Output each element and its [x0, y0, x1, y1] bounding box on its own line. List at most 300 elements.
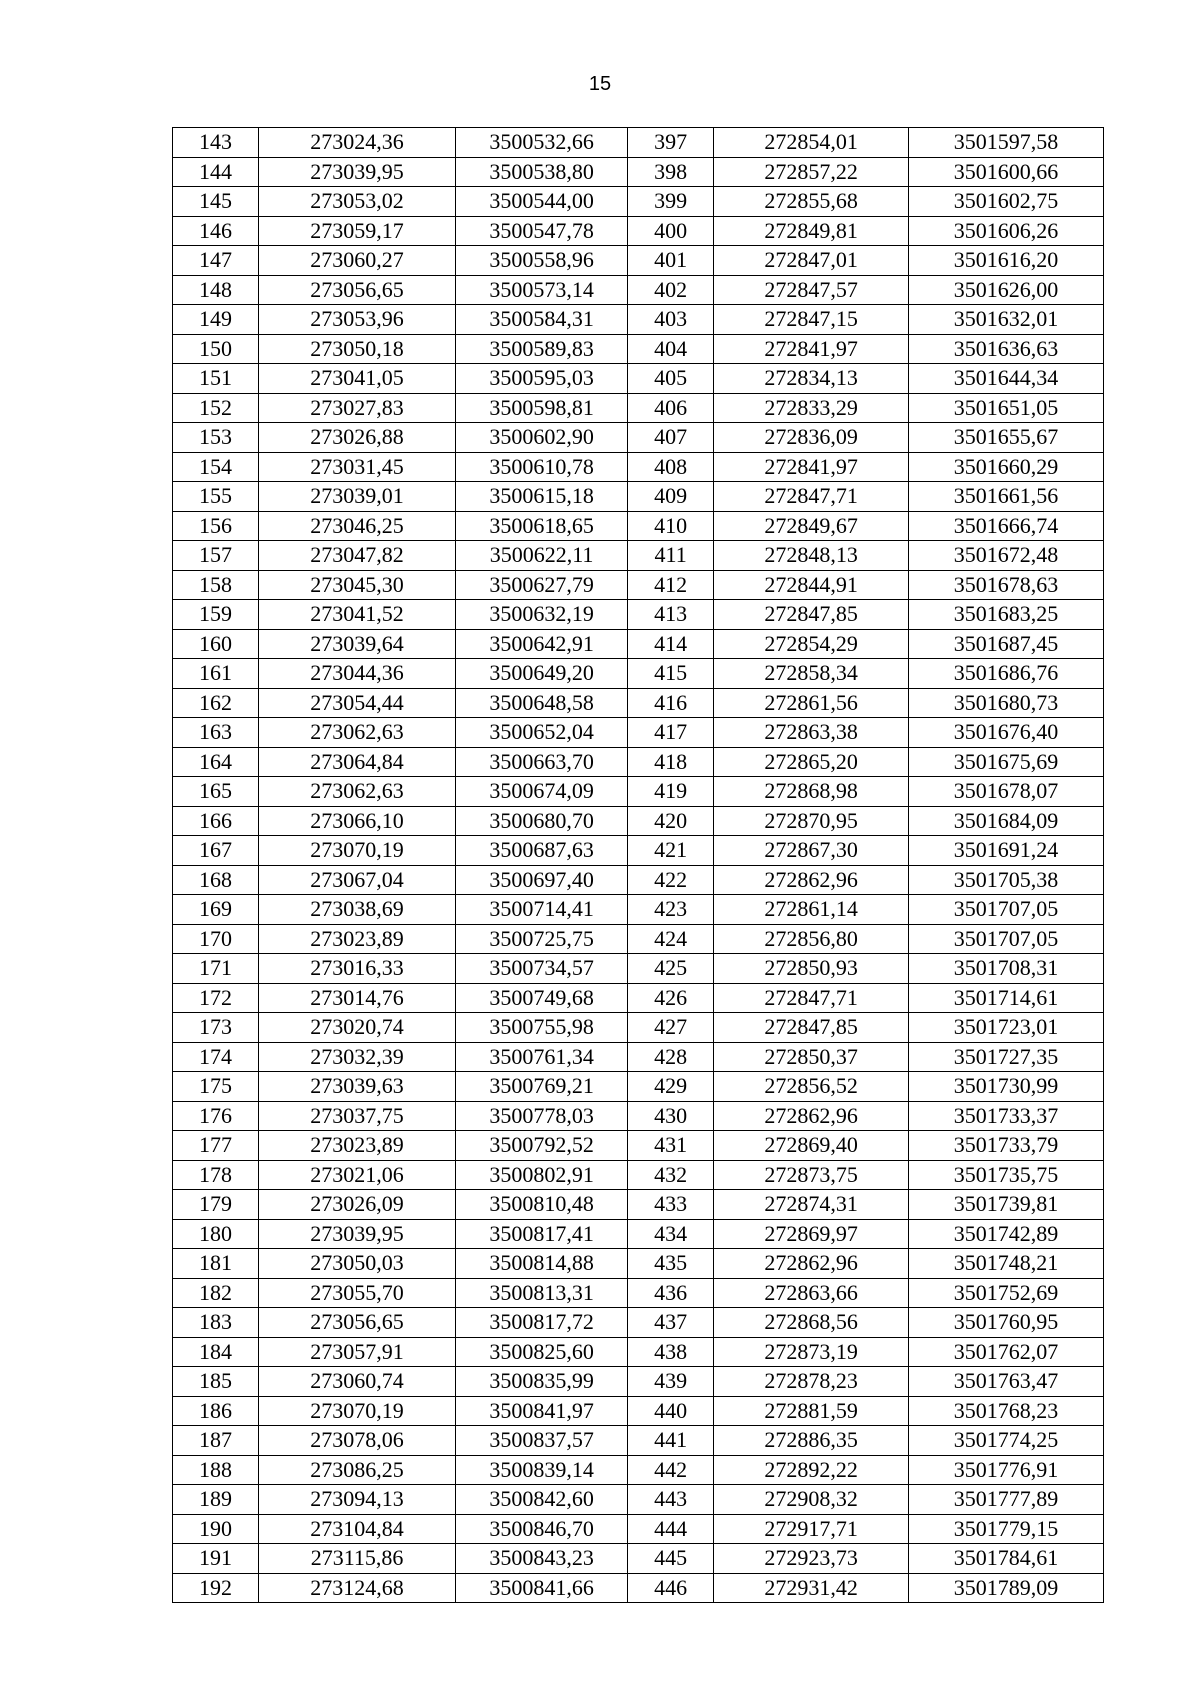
y-coordinate-left: 3500761,34 [456, 1042, 628, 1072]
y-coordinate-right: 3501742,89 [909, 1219, 1104, 1249]
x-coordinate-left: 273044,36 [259, 659, 456, 689]
y-coordinate-left: 3500610,78 [456, 452, 628, 482]
y-coordinate-right: 3501691,24 [909, 836, 1104, 866]
y-coordinate-left: 3500842,60 [456, 1485, 628, 1515]
point-number-right: 424 [628, 924, 714, 954]
table-row [173, 216, 1104, 246]
x-coordinate-right: 272856,80 [714, 924, 909, 954]
y-coordinate-left: 3500538,80 [456, 157, 628, 187]
table-row [173, 747, 1104, 777]
x-coordinate-right: 272886,35 [714, 1426, 909, 1456]
x-coordinate-right: 272881,59 [714, 1396, 909, 1426]
x-coordinate-left: 273053,96 [259, 305, 456, 335]
point-number-right: 416 [628, 688, 714, 718]
y-coordinate-left: 3500648,58 [456, 688, 628, 718]
y-coordinate-right: 3501675,69 [909, 747, 1104, 777]
point-number-left: 154 [173, 452, 259, 482]
y-coordinate-left: 3500544,00 [456, 187, 628, 217]
x-coordinate-left: 273032,39 [259, 1042, 456, 1072]
y-coordinate-left: 3500595,03 [456, 364, 628, 394]
table-row [173, 1042, 1104, 1072]
table-row [173, 1308, 1104, 1338]
point-number-left: 187 [173, 1426, 259, 1456]
x-coordinate-right: 272847,57 [714, 275, 909, 305]
point-number-right: 401 [628, 246, 714, 276]
point-number-left: 155 [173, 482, 259, 512]
x-coordinate-right: 272856,52 [714, 1072, 909, 1102]
point-number-left: 170 [173, 924, 259, 954]
x-coordinate-left: 273124,68 [259, 1573, 456, 1603]
x-coordinate-right: 272861,56 [714, 688, 909, 718]
table-row [173, 1160, 1104, 1190]
y-coordinate-right: 3501644,34 [909, 364, 1104, 394]
point-number-right: 413 [628, 600, 714, 630]
x-coordinate-right: 272847,85 [714, 1013, 909, 1043]
y-coordinate-right: 3501714,61 [909, 983, 1104, 1013]
y-coordinate-left: 3500813,31 [456, 1278, 628, 1308]
table-row [173, 718, 1104, 748]
x-coordinate-right: 272862,96 [714, 1249, 909, 1279]
table-row [173, 1190, 1104, 1220]
y-coordinate-left: 3500755,98 [456, 1013, 628, 1043]
table-row [173, 688, 1104, 718]
y-coordinate-right: 3501730,99 [909, 1072, 1104, 1102]
x-coordinate-left: 273023,89 [259, 924, 456, 954]
point-number-right: 437 [628, 1308, 714, 1338]
y-coordinate-right: 3501683,25 [909, 600, 1104, 630]
x-coordinate-right: 272844,91 [714, 570, 909, 600]
point-number-right: 430 [628, 1101, 714, 1131]
x-coordinate-left: 273055,70 [259, 1278, 456, 1308]
table-row [173, 895, 1104, 925]
y-coordinate-right: 3501723,01 [909, 1013, 1104, 1043]
x-coordinate-left: 273062,63 [259, 777, 456, 807]
point-number-right: 432 [628, 1160, 714, 1190]
point-number-left: 172 [173, 983, 259, 1013]
table-row [173, 511, 1104, 541]
y-coordinate-left: 3500615,18 [456, 482, 628, 512]
x-coordinate-left: 273021,06 [259, 1160, 456, 1190]
x-coordinate-left: 273056,65 [259, 1308, 456, 1338]
y-coordinate-left: 3500674,09 [456, 777, 628, 807]
table-row [173, 1514, 1104, 1544]
y-coordinate-left: 3500532,66 [456, 128, 628, 158]
x-coordinate-right: 272855,68 [714, 187, 909, 217]
y-coordinate-right: 3501636,63 [909, 334, 1104, 364]
point-number-right: 423 [628, 895, 714, 925]
point-number-right: 415 [628, 659, 714, 689]
y-coordinate-right: 3501768,23 [909, 1396, 1104, 1426]
x-coordinate-left: 273050,18 [259, 334, 456, 364]
table-row [173, 659, 1104, 689]
point-number-right: 431 [628, 1131, 714, 1161]
point-number-right: 421 [628, 836, 714, 866]
point-number-left: 162 [173, 688, 259, 718]
point-number-left: 161 [173, 659, 259, 689]
table-row [173, 1367, 1104, 1397]
y-coordinate-right: 3501760,95 [909, 1308, 1104, 1338]
x-coordinate-right: 272847,15 [714, 305, 909, 335]
table-row [173, 423, 1104, 453]
point-number-right: 444 [628, 1514, 714, 1544]
table-row [173, 1013, 1104, 1043]
y-coordinate-right: 3501680,73 [909, 688, 1104, 718]
table-row [173, 777, 1104, 807]
y-coordinate-right: 3501752,69 [909, 1278, 1104, 1308]
coordinates-table-body [173, 128, 1104, 1603]
y-coordinate-right: 3501602,75 [909, 187, 1104, 217]
x-coordinate-right: 272867,30 [714, 836, 909, 866]
x-coordinate-left: 273060,74 [259, 1367, 456, 1397]
point-number-right: 435 [628, 1249, 714, 1279]
point-number-left: 146 [173, 216, 259, 246]
x-coordinate-right: 272848,13 [714, 541, 909, 571]
table-row [173, 1131, 1104, 1161]
table-row [173, 983, 1104, 1013]
x-coordinate-right: 272892,22 [714, 1455, 909, 1485]
x-coordinate-left: 273039,64 [259, 629, 456, 659]
y-coordinate-left: 3500792,52 [456, 1131, 628, 1161]
point-number-right: 400 [628, 216, 714, 246]
point-number-right: 402 [628, 275, 714, 305]
point-number-left: 174 [173, 1042, 259, 1072]
x-coordinate-left: 273054,44 [259, 688, 456, 718]
point-number-left: 188 [173, 1455, 259, 1485]
point-number-left: 145 [173, 187, 259, 217]
y-coordinate-left: 3500584,31 [456, 305, 628, 335]
x-coordinate-right: 272850,93 [714, 954, 909, 984]
point-number-left: 169 [173, 895, 259, 925]
y-coordinate-right: 3501784,61 [909, 1544, 1104, 1574]
point-number-right: 433 [628, 1190, 714, 1220]
x-coordinate-left: 273016,33 [259, 954, 456, 984]
x-coordinate-left: 273050,03 [259, 1249, 456, 1279]
x-coordinate-right: 272869,97 [714, 1219, 909, 1249]
table-row [173, 541, 1104, 571]
y-coordinate-right: 3501632,01 [909, 305, 1104, 335]
x-coordinate-right: 272847,71 [714, 983, 909, 1013]
x-coordinate-right: 272847,85 [714, 600, 909, 630]
y-coordinate-right: 3501616,20 [909, 246, 1104, 276]
y-coordinate-left: 3500642,91 [456, 629, 628, 659]
point-number-left: 179 [173, 1190, 259, 1220]
y-coordinate-left: 3500622,11 [456, 541, 628, 571]
x-coordinate-left: 273115,86 [259, 1544, 456, 1574]
x-coordinate-left: 273039,01 [259, 482, 456, 512]
x-coordinate-left: 273031,45 [259, 452, 456, 482]
x-coordinate-right: 272874,31 [714, 1190, 909, 1220]
x-coordinate-left: 273039,95 [259, 1219, 456, 1249]
point-number-right: 436 [628, 1278, 714, 1308]
y-coordinate-left: 3500589,83 [456, 334, 628, 364]
point-number-left: 180 [173, 1219, 259, 1249]
point-number-right: 403 [628, 305, 714, 335]
table-row [173, 128, 1104, 158]
point-number-right: 441 [628, 1426, 714, 1456]
x-coordinate-right: 272841,97 [714, 334, 909, 364]
point-number-right: 429 [628, 1072, 714, 1102]
point-number-left: 185 [173, 1367, 259, 1397]
table-row [173, 393, 1104, 423]
table-row [173, 1573, 1104, 1603]
y-coordinate-right: 3501733,79 [909, 1131, 1104, 1161]
table-row [173, 187, 1104, 217]
point-number-left: 152 [173, 393, 259, 423]
x-coordinate-left: 273045,30 [259, 570, 456, 600]
table-row [173, 924, 1104, 954]
point-number-left: 182 [173, 1278, 259, 1308]
point-number-left: 184 [173, 1337, 259, 1367]
table-row [173, 1278, 1104, 1308]
y-coordinate-left: 3500573,14 [456, 275, 628, 305]
x-coordinate-left: 273060,27 [259, 246, 456, 276]
x-coordinate-left: 273056,65 [259, 275, 456, 305]
table-row [173, 629, 1104, 659]
x-coordinate-left: 273014,76 [259, 983, 456, 1013]
y-coordinate-left: 3500835,99 [456, 1367, 628, 1397]
point-number-left: 153 [173, 423, 259, 453]
x-coordinate-right: 272908,32 [714, 1485, 909, 1515]
point-number-left: 144 [173, 157, 259, 187]
point-number-right: 446 [628, 1573, 714, 1603]
x-coordinate-left: 273094,13 [259, 1485, 456, 1515]
x-coordinate-right: 272834,13 [714, 364, 909, 394]
point-number-left: 175 [173, 1072, 259, 1102]
point-number-left: 158 [173, 570, 259, 600]
y-coordinate-left: 3500598,81 [456, 393, 628, 423]
point-number-left: 157 [173, 541, 259, 571]
x-coordinate-right: 272841,97 [714, 452, 909, 482]
point-number-right: 414 [628, 629, 714, 659]
point-number-right: 427 [628, 1013, 714, 1043]
y-coordinate-right: 3501606,26 [909, 216, 1104, 246]
point-number-right: 443 [628, 1485, 714, 1515]
point-number-right: 409 [628, 482, 714, 512]
y-coordinate-left: 3500627,79 [456, 570, 628, 600]
y-coordinate-left: 3500817,41 [456, 1219, 628, 1249]
point-number-right: 445 [628, 1544, 714, 1574]
x-coordinate-right: 272873,75 [714, 1160, 909, 1190]
point-number-right: 418 [628, 747, 714, 777]
y-coordinate-right: 3501660,29 [909, 452, 1104, 482]
point-number-left: 150 [173, 334, 259, 364]
y-coordinate-left: 3500778,03 [456, 1101, 628, 1131]
point-number-left: 149 [173, 305, 259, 335]
point-number-left: 165 [173, 777, 259, 807]
x-coordinate-left: 273104,84 [259, 1514, 456, 1544]
x-coordinate-left: 273041,05 [259, 364, 456, 394]
point-number-right: 434 [628, 1219, 714, 1249]
x-coordinate-left: 273067,04 [259, 865, 456, 895]
y-coordinate-right: 3501777,89 [909, 1485, 1104, 1515]
y-coordinate-right: 3501762,07 [909, 1337, 1104, 1367]
x-coordinate-left: 273024,36 [259, 128, 456, 158]
y-coordinate-left: 3500843,23 [456, 1544, 628, 1574]
table-row [173, 157, 1104, 187]
point-number-right: 428 [628, 1042, 714, 1072]
x-coordinate-left: 273039,63 [259, 1072, 456, 1102]
table-row [173, 1455, 1104, 1485]
point-number-right: 438 [628, 1337, 714, 1367]
y-coordinate-right: 3501739,81 [909, 1190, 1104, 1220]
y-coordinate-right: 3501687,45 [909, 629, 1104, 659]
x-coordinate-right: 272863,66 [714, 1278, 909, 1308]
point-number-right: 419 [628, 777, 714, 807]
point-number-right: 426 [628, 983, 714, 1013]
x-coordinate-left: 273062,63 [259, 718, 456, 748]
y-coordinate-right: 3501626,00 [909, 275, 1104, 305]
page-number: 15 [588, 73, 612, 95]
x-coordinate-right: 272847,71 [714, 482, 909, 512]
y-coordinate-left: 3500680,70 [456, 806, 628, 836]
point-number-right: 439 [628, 1367, 714, 1397]
point-number-left: 147 [173, 246, 259, 276]
x-coordinate-left: 273037,75 [259, 1101, 456, 1131]
y-coordinate-right: 3501600,66 [909, 157, 1104, 187]
point-number-right: 442 [628, 1455, 714, 1485]
x-coordinate-right: 272865,20 [714, 747, 909, 777]
y-coordinate-left: 3500632,19 [456, 600, 628, 630]
x-coordinate-left: 273026,09 [259, 1190, 456, 1220]
y-coordinate-left: 3500697,40 [456, 865, 628, 895]
y-coordinate-left: 3500602,90 [456, 423, 628, 453]
x-coordinate-right: 272870,95 [714, 806, 909, 836]
point-number-right: 440 [628, 1396, 714, 1426]
y-coordinate-right: 3501776,91 [909, 1455, 1104, 1485]
point-number-right: 406 [628, 393, 714, 423]
x-coordinate-left: 273023,89 [259, 1131, 456, 1161]
table-row [173, 1249, 1104, 1279]
y-coordinate-left: 3500558,96 [456, 246, 628, 276]
point-number-right: 412 [628, 570, 714, 600]
point-number-right: 398 [628, 157, 714, 187]
point-number-right: 422 [628, 865, 714, 895]
table-row [173, 1101, 1104, 1131]
x-coordinate-right: 272861,14 [714, 895, 909, 925]
table-row [173, 1485, 1104, 1515]
x-coordinate-left: 273041,52 [259, 600, 456, 630]
point-number-right: 425 [628, 954, 714, 984]
table-row [173, 1396, 1104, 1426]
point-number-right: 417 [628, 718, 714, 748]
x-coordinate-right: 272857,22 [714, 157, 909, 187]
x-coordinate-right: 272869,40 [714, 1131, 909, 1161]
y-coordinate-left: 3500649,20 [456, 659, 628, 689]
table-row [173, 1072, 1104, 1102]
x-coordinate-right: 272917,71 [714, 1514, 909, 1544]
table-row [173, 954, 1104, 984]
point-number-right: 407 [628, 423, 714, 453]
y-coordinate-left: 3500839,14 [456, 1455, 628, 1485]
point-number-left: 177 [173, 1131, 259, 1161]
y-coordinate-left: 3500837,57 [456, 1426, 628, 1456]
point-number-left: 173 [173, 1013, 259, 1043]
y-coordinate-left: 3500846,70 [456, 1514, 628, 1544]
y-coordinate-right: 3501678,63 [909, 570, 1104, 600]
point-number-left: 163 [173, 718, 259, 748]
y-coordinate-right: 3501684,09 [909, 806, 1104, 836]
x-coordinate-left: 273078,06 [259, 1426, 456, 1456]
point-number-left: 186 [173, 1396, 259, 1426]
x-coordinate-right: 272836,09 [714, 423, 909, 453]
y-coordinate-left: 3500714,41 [456, 895, 628, 925]
y-coordinate-right: 3501707,05 [909, 895, 1104, 925]
x-coordinate-left: 273039,95 [259, 157, 456, 187]
x-coordinate-left: 273064,84 [259, 747, 456, 777]
y-coordinate-left: 3500825,60 [456, 1337, 628, 1367]
x-coordinate-right: 272878,23 [714, 1367, 909, 1397]
point-number-left: 181 [173, 1249, 259, 1279]
point-number-left: 192 [173, 1573, 259, 1603]
x-coordinate-right: 272931,42 [714, 1573, 909, 1603]
y-coordinate-right: 3501705,38 [909, 865, 1104, 895]
point-number-left: 167 [173, 836, 259, 866]
table-row [173, 1337, 1104, 1367]
point-number-left: 164 [173, 747, 259, 777]
x-coordinate-right: 272862,96 [714, 865, 909, 895]
coordinates-table [172, 127, 1104, 1603]
point-number-left: 178 [173, 1160, 259, 1190]
x-coordinate-right: 272849,81 [714, 216, 909, 246]
y-coordinate-left: 3500547,78 [456, 216, 628, 246]
table-row [173, 305, 1104, 335]
point-number-left: 166 [173, 806, 259, 836]
y-coordinate-left: 3500618,65 [456, 511, 628, 541]
y-coordinate-left: 3500802,91 [456, 1160, 628, 1190]
x-coordinate-left: 273053,02 [259, 187, 456, 217]
x-coordinate-right: 272849,67 [714, 511, 909, 541]
y-coordinate-right: 3501763,47 [909, 1367, 1104, 1397]
y-coordinate-right: 3501661,56 [909, 482, 1104, 512]
table-row [173, 570, 1104, 600]
y-coordinate-left: 3500841,66 [456, 1573, 628, 1603]
point-number-right: 399 [628, 187, 714, 217]
y-coordinate-left: 3500687,63 [456, 836, 628, 866]
y-coordinate-left: 3500652,04 [456, 718, 628, 748]
point-number-left: 159 [173, 600, 259, 630]
point-number-left: 160 [173, 629, 259, 659]
y-coordinate-right: 3501748,21 [909, 1249, 1104, 1279]
point-number-right: 404 [628, 334, 714, 364]
x-coordinate-right: 272868,98 [714, 777, 909, 807]
point-number-left: 171 [173, 954, 259, 984]
point-number-left: 156 [173, 511, 259, 541]
point-number-left: 143 [173, 128, 259, 158]
y-coordinate-right: 3501597,58 [909, 128, 1104, 158]
x-coordinate-right: 272854,29 [714, 629, 909, 659]
table-row [173, 364, 1104, 394]
x-coordinate-left: 273086,25 [259, 1455, 456, 1485]
x-coordinate-left: 273046,25 [259, 511, 456, 541]
y-coordinate-right: 3501678,07 [909, 777, 1104, 807]
y-coordinate-right: 3501727,35 [909, 1042, 1104, 1072]
x-coordinate-right: 272847,01 [714, 246, 909, 276]
table-row [173, 452, 1104, 482]
x-coordinate-left: 273070,19 [259, 1396, 456, 1426]
y-coordinate-left: 3500749,68 [456, 983, 628, 1013]
y-coordinate-left: 3500734,57 [456, 954, 628, 984]
point-number-left: 168 [173, 865, 259, 895]
table-row [173, 1544, 1104, 1574]
x-coordinate-right: 272868,56 [714, 1308, 909, 1338]
y-coordinate-left: 3500663,70 [456, 747, 628, 777]
x-coordinate-left: 273066,10 [259, 806, 456, 836]
x-coordinate-left: 273038,69 [259, 895, 456, 925]
y-coordinate-right: 3501686,76 [909, 659, 1104, 689]
y-coordinate-right: 3501735,75 [909, 1160, 1104, 1190]
point-number-left: 148 [173, 275, 259, 305]
x-coordinate-left: 273027,83 [259, 393, 456, 423]
